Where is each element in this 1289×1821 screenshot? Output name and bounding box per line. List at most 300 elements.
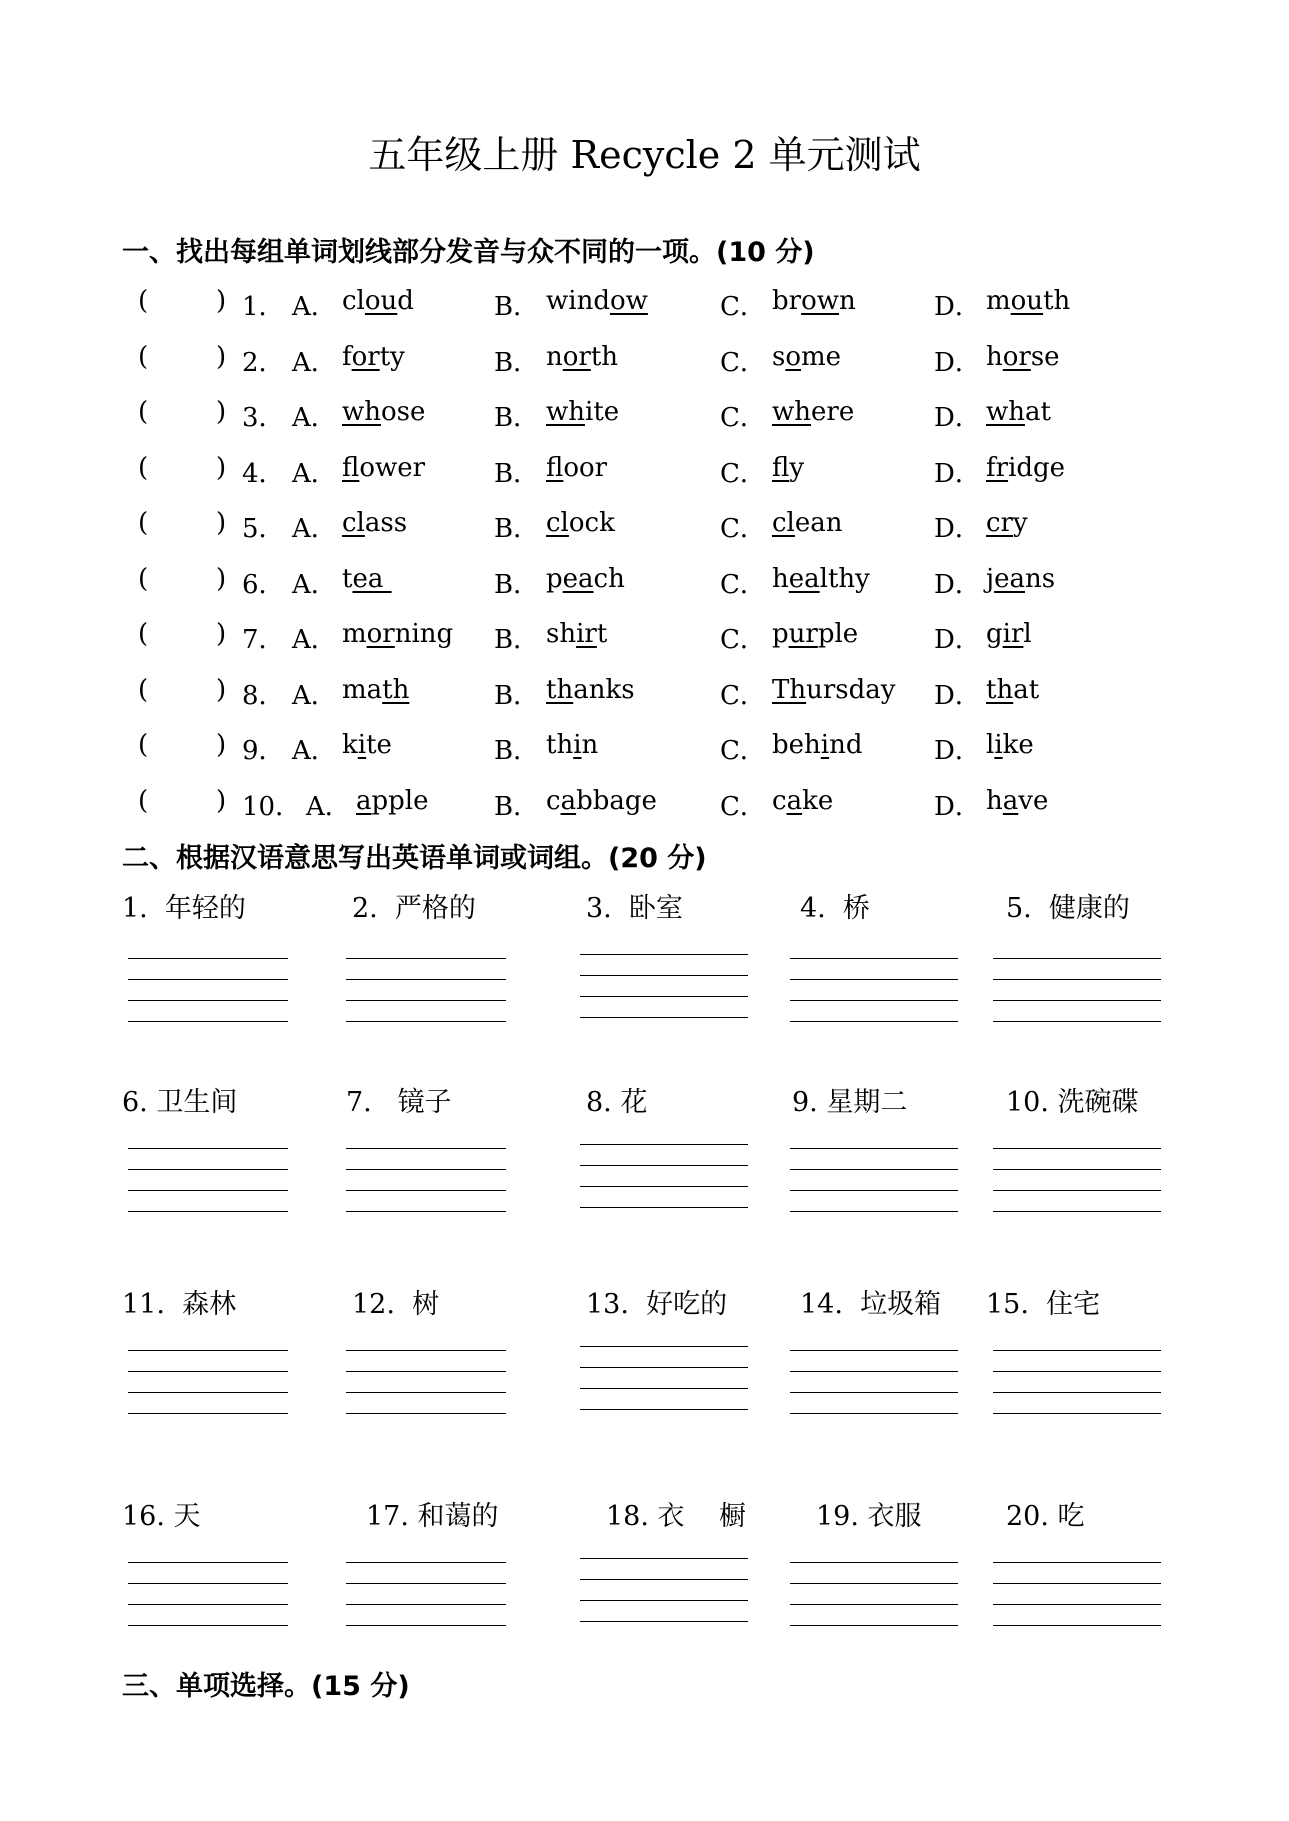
writing-line[interactable] [128,1001,288,1022]
writing-line[interactable] [790,1001,958,1022]
option-d-letter: D． [934,736,981,766]
option-b-letter: B． [494,458,540,489]
vocab-prompt: 18. 衣 橱 [606,1501,746,1532]
writing-line[interactable] [993,1149,1161,1170]
option-c-word [772,397,854,427]
answer-blank-close-paren: ) [216,674,227,705]
option-c-word [772,286,856,316]
writing-line[interactable] [128,980,288,1001]
word-part: k [342,730,358,760]
answer-blank-close-paren: ) [216,785,227,816]
word-part: idge [1008,452,1066,483]
word-part: at [1013,674,1040,705]
answer-blank-close-paren: ) [216,341,227,372]
question-number: 9． [242,736,285,766]
word-part: ty [379,341,405,372]
underlined-sound: or [351,341,380,372]
writing-line[interactable] [790,1149,958,1170]
writing-line[interactable] [128,1542,288,1563]
underlined-sound: ir [576,619,597,649]
word-part: m [986,286,1011,316]
writing-line[interactable] [993,1584,1161,1605]
writing-line[interactable] [128,938,288,959]
writing-line[interactable] [128,1128,288,1149]
option-c-letter: C． [720,292,766,322]
question-number: 3． [242,403,285,433]
writing-line[interactable] [128,1605,288,1626]
writing-line[interactable] [993,938,1161,959]
underlined-sound: a [560,785,577,816]
writing-line[interactable] [790,938,958,959]
writing-line[interactable] [128,959,288,980]
vocab-prompt: 8. 花 [586,1087,648,1118]
question-row [0,619,1289,669]
writing-lines[interactable] [128,1542,288,1626]
underlined-sound: a [1002,785,1019,816]
writing-lines[interactable] [128,1330,288,1414]
underlined-sound: wh [986,397,1025,427]
vocab-prompt: 15. 住宅 [986,1289,1101,1320]
option-a-letter: A． [292,514,337,544]
word-part: cl [342,286,365,316]
question-row [0,342,1289,392]
writing-line[interactable] [346,1351,506,1372]
writing-line[interactable] [993,1330,1161,1351]
answer-blank-close-paren: ) [216,397,227,427]
option-c-letter: C． [720,514,766,544]
writing-line[interactable] [580,1347,748,1368]
word-part: th [546,730,574,760]
writing-line[interactable] [346,1393,506,1414]
writing-line[interactable] [993,1372,1161,1393]
option-d-word [986,619,1032,649]
word-part: ursday [806,674,896,705]
answer-blank-close-paren: ) [216,508,227,538]
option-d-letter: D． [934,569,981,600]
underlined-sound: a [356,785,372,816]
writing-line[interactable] [790,1542,958,1563]
word-part: te [366,730,392,760]
option-b-letter: B． [494,569,540,600]
option-b-letter: B． [494,791,540,822]
word-part: beh [772,730,821,760]
word-part: t [596,619,608,649]
option-c-word [772,564,870,594]
word-part: ple [817,619,859,649]
word-part: c [546,785,561,816]
word-part: at [1025,397,1051,427]
vocab-prompt: 20. 吃 [1006,1501,1085,1532]
section-2-heading: 二、根据汉语意思写出英语单词或词组。(20 分) [122,843,707,874]
word-part: ock [568,508,615,538]
underlined-sound: i [820,730,830,760]
vocab-prompt: 16. 天 [122,1501,201,1532]
writing-lines[interactable] [580,1124,748,1208]
writing-line[interactable] [580,976,748,997]
writing-line[interactable] [993,980,1161,1001]
writing-line[interactable] [128,1191,288,1212]
question-row [0,453,1289,503]
answer-blank-open-paren: ( [138,508,149,538]
underlined-sound: ea [352,563,392,594]
word-part: c [772,785,787,816]
option-a-word [342,564,392,594]
answer-blank-close-paren: ) [216,286,227,316]
writing-line[interactable] [128,1372,288,1393]
underlined-sound: ou [1010,286,1044,316]
word-part: th [590,341,619,372]
answer-blank-open-paren: ( [138,563,149,594]
option-d-word [986,508,1028,538]
writing-line[interactable] [993,1542,1161,1563]
word-part: anks [573,674,635,705]
option-d-word [986,730,1034,760]
option-a-word [356,786,429,816]
writing-line[interactable] [346,1563,506,1584]
word-part: h [986,785,1003,816]
word-part: ere [811,397,855,427]
option-a-letter: A． [292,292,337,322]
writing-line[interactable] [993,959,1161,980]
option-b-word [546,508,615,538]
word-part: bbage [576,785,657,816]
underlined-sound: i [357,730,367,760]
word-part: ower [359,452,426,483]
answer-blank-open-paren: ( [138,730,149,760]
writing-line[interactable] [346,1372,506,1393]
writing-line[interactable] [128,1584,288,1605]
vocab-prompt: 9. 星期二 [792,1087,908,1118]
word-part: ma [342,674,383,705]
writing-line[interactable] [580,1187,748,1208]
underlined-sound: fr [986,452,1009,483]
word-part: n [546,341,563,372]
section-1-heading: 一、找出每组单词划线部分发音与众不同的一项。(10 分) [122,237,815,268]
writing-lines[interactable] [790,1542,958,1626]
writing-line[interactable] [580,1368,748,1389]
writing-line[interactable] [128,1393,288,1414]
option-d-letter: D． [934,625,981,655]
word-part: d [397,286,414,316]
writing-line[interactable] [790,1372,958,1393]
word-part: h [772,563,789,594]
writing-line[interactable] [790,1605,958,1626]
question-row [0,286,1289,336]
word-part: l [986,730,995,760]
word-part: ean [794,508,843,538]
option-b-letter: B． [494,403,540,433]
writing-line[interactable] [993,1351,1161,1372]
underlined-sound: ow [609,286,648,316]
writing-line[interactable] [128,1330,288,1351]
underlined-sound: ur [788,619,818,649]
writing-line[interactable] [580,1166,748,1187]
writing-line[interactable] [346,1149,506,1170]
writing-line[interactable] [346,1330,506,1351]
option-b-word [546,675,635,705]
option-d-word [986,564,1055,594]
writing-line[interactable] [346,938,506,959]
vocab-prompt: 12. 树 [352,1289,440,1320]
option-c-word [772,619,858,649]
answer-blank-open-paren: ( [138,785,149,816]
option-c-letter: C． [720,347,766,378]
writing-lines[interactable] [993,1542,1161,1626]
option-c-letter: C． [720,625,766,655]
underlined-sound: cl [772,508,795,538]
word-part: oor [563,452,608,483]
option-c-letter: C． [720,458,766,489]
writing-line[interactable] [128,1351,288,1372]
writing-line[interactable] [346,1605,506,1626]
word-part: ve [1018,785,1049,816]
option-c-letter: C． [720,680,766,711]
word-part: n [839,286,856,316]
writing-line[interactable] [346,1170,506,1191]
option-c-letter: C． [720,791,766,822]
writing-line[interactable] [790,1351,958,1372]
option-a-letter: A． [292,625,337,655]
option-d-letter: D． [934,680,981,711]
word-part: l [1023,619,1032,649]
writing-line[interactable] [346,1191,506,1212]
underlined-sound: th [546,674,574,705]
writing-lines[interactable] [993,1128,1161,1212]
writing-lines[interactable] [993,938,1161,1022]
question-number: 2． [242,347,285,378]
word-part: br [772,286,802,316]
underlined-sound: ow [801,286,839,316]
writing-line[interactable] [346,1584,506,1605]
word-part: y [789,452,805,483]
writing-line[interactable] [580,1326,748,1347]
answer-blank-close-paren: ) [216,452,227,483]
option-b-word [546,564,625,594]
word-part: h [986,341,1003,372]
option-d-word [986,786,1048,816]
writing-line[interactable] [346,980,506,1001]
option-c-word [772,675,895,705]
question-row [0,564,1289,614]
option-c-letter: C． [720,403,766,433]
underlined-sound: ir [1002,619,1024,649]
writing-lines[interactable] [580,1538,748,1622]
writing-line[interactable] [790,1584,958,1605]
writing-line[interactable] [580,1601,748,1622]
vocab-prompt: 3. 卧室 [586,893,683,924]
writing-line[interactable] [580,1145,748,1166]
writing-line[interactable] [993,1128,1161,1149]
option-a-word [342,453,425,483]
question-row [0,397,1289,447]
vocab-prompt: 17. 和蔼的 [366,1501,499,1532]
writing-line[interactable] [580,1124,748,1145]
writing-lines[interactable] [128,1128,288,1212]
word-part: ch [593,563,625,594]
option-b-letter: B． [494,625,540,655]
answer-blank-open-paren: ( [138,341,149,372]
word-part: j [986,563,995,594]
word-part: ns [1024,563,1056,594]
writing-lines[interactable] [580,1326,748,1410]
question-number: 1． [242,292,285,322]
question-number: 10． [242,791,302,822]
writing-line[interactable] [993,1191,1161,1212]
writing-line[interactable] [790,1170,958,1191]
writing-line[interactable] [580,1538,748,1559]
option-c-word [772,508,843,538]
option-c-word [772,730,863,760]
option-d-word [986,342,1060,372]
vocab-prompt: 11. 森林 [122,1289,237,1320]
word-part: lthy [819,563,870,594]
option-b-word [546,397,619,427]
writing-line[interactable] [790,1191,958,1212]
writing-line[interactable] [580,1580,748,1601]
writing-lines[interactable] [128,938,288,1022]
option-a-letter: A． [292,403,337,433]
writing-line[interactable] [580,934,748,955]
writing-line[interactable] [580,997,748,1018]
underlined-sound: i [994,730,1003,760]
option-a-letter: A． [292,680,337,711]
writing-line[interactable] [993,1605,1161,1626]
writing-line[interactable] [128,1170,288,1191]
word-part: ning [394,619,454,649]
option-b-word [546,619,607,649]
writing-line[interactable] [128,1149,288,1170]
word-part: g [986,619,1003,649]
option-b-letter: B． [494,292,540,322]
answer-blank-open-paren: ( [138,286,149,316]
option-d-word [986,675,1039,705]
vocab-prompt: 14. 垃圾箱 [800,1289,942,1320]
underlined-sound: cl [546,508,569,538]
writing-lines[interactable] [346,938,506,1022]
question-row [0,730,1289,780]
question-row [0,508,1289,558]
answer-blank-open-paren: ( [138,452,149,483]
option-b-word [546,453,607,483]
writing-line[interactable] [790,1393,958,1414]
writing-lines[interactable] [993,1330,1161,1414]
writing-line[interactable] [346,1128,506,1149]
option-a-letter: A． [292,347,337,378]
writing-line[interactable] [790,1563,958,1584]
option-a-word [342,397,425,427]
option-d-letter: D． [934,292,981,322]
option-b-word [546,730,598,760]
word-part: n [581,730,599,760]
writing-line[interactable] [790,1330,958,1351]
option-a-word [342,619,453,649]
question-number: 6． [242,569,285,600]
writing-line[interactable] [790,980,958,1001]
option-a-word [342,286,414,316]
word-part: pple [371,785,429,816]
option-b-letter: B． [494,736,540,766]
option-a-word [342,342,405,372]
writing-line[interactable] [790,959,958,980]
option-c-word [772,342,841,372]
writing-lines[interactable] [580,934,748,1018]
section-3-heading: 三、单项选择。(15 分) [122,1671,410,1702]
answer-blank-open-paren: ( [138,674,149,705]
writing-line[interactable] [346,1542,506,1563]
question-number: 5． [242,514,285,544]
writing-lines[interactable] [346,1542,506,1626]
option-d-word [986,453,1065,483]
word-part: th [1043,286,1071,316]
writing-line[interactable] [346,1001,506,1022]
answer-blank-close-paren: ) [216,730,227,760]
writing-line[interactable] [790,1128,958,1149]
writing-line[interactable] [993,1170,1161,1191]
word-part: s [772,341,786,372]
vocab-prompt: 4. 桥 [800,893,870,924]
underlined-sound: a [786,785,803,816]
writing-line[interactable] [128,1563,288,1584]
writing-line[interactable] [346,959,506,980]
vocab-prompt: 2. 严格的 [352,893,476,924]
writing-lines[interactable] [346,1330,506,1414]
vocab-prompt: 6. 卫生间 [122,1087,238,1118]
option-a-word [342,730,392,760]
option-b-word [546,286,648,316]
option-a-letter: A． [292,569,337,600]
writing-lines[interactable] [346,1128,506,1212]
writing-lines[interactable] [790,938,958,1022]
underlined-sound: wh [342,397,381,427]
word-part: ke [802,785,834,816]
option-b-word [546,342,618,372]
option-a-letter: A． [292,458,337,489]
writing-line[interactable] [580,1559,748,1580]
writing-lines[interactable] [790,1128,958,1212]
underlined-sound: ea [562,563,594,594]
question-row [0,786,1289,836]
option-b-letter: B． [494,680,540,711]
word-part: p [772,619,789,649]
page-title: 五年级上册 Recycle 2 单元测试 [368,133,921,177]
word-part: sh [546,619,577,649]
underlined-sound: wh [546,397,585,427]
underlined-sound: fl [342,452,360,483]
option-d-letter: D． [934,403,981,433]
option-b-letter: B． [494,347,540,378]
word-part: ose [381,397,426,427]
word-part: m [342,619,367,649]
question-number: 8． [242,680,285,711]
writing-line[interactable] [580,1389,748,1410]
option-b-word [546,786,657,816]
vocab-prompt: 19. 衣服 [816,1501,922,1532]
underlined-sound: fl [546,452,564,483]
underlined-sound: ea [994,563,1025,594]
writing-line[interactable] [993,1001,1161,1022]
writing-lines[interactable] [790,1330,958,1414]
underlined-sound: Th [772,674,807,705]
vocab-prompt: 13. 好吃的 [586,1289,728,1320]
question-number: 7． [242,625,285,655]
writing-line[interactable] [580,955,748,976]
writing-line[interactable] [993,1393,1161,1414]
question-row [0,675,1289,725]
writing-line[interactable] [993,1563,1161,1584]
word-part: f [342,341,352,372]
option-a-word [342,508,407,538]
word-part: se [1030,341,1060,372]
